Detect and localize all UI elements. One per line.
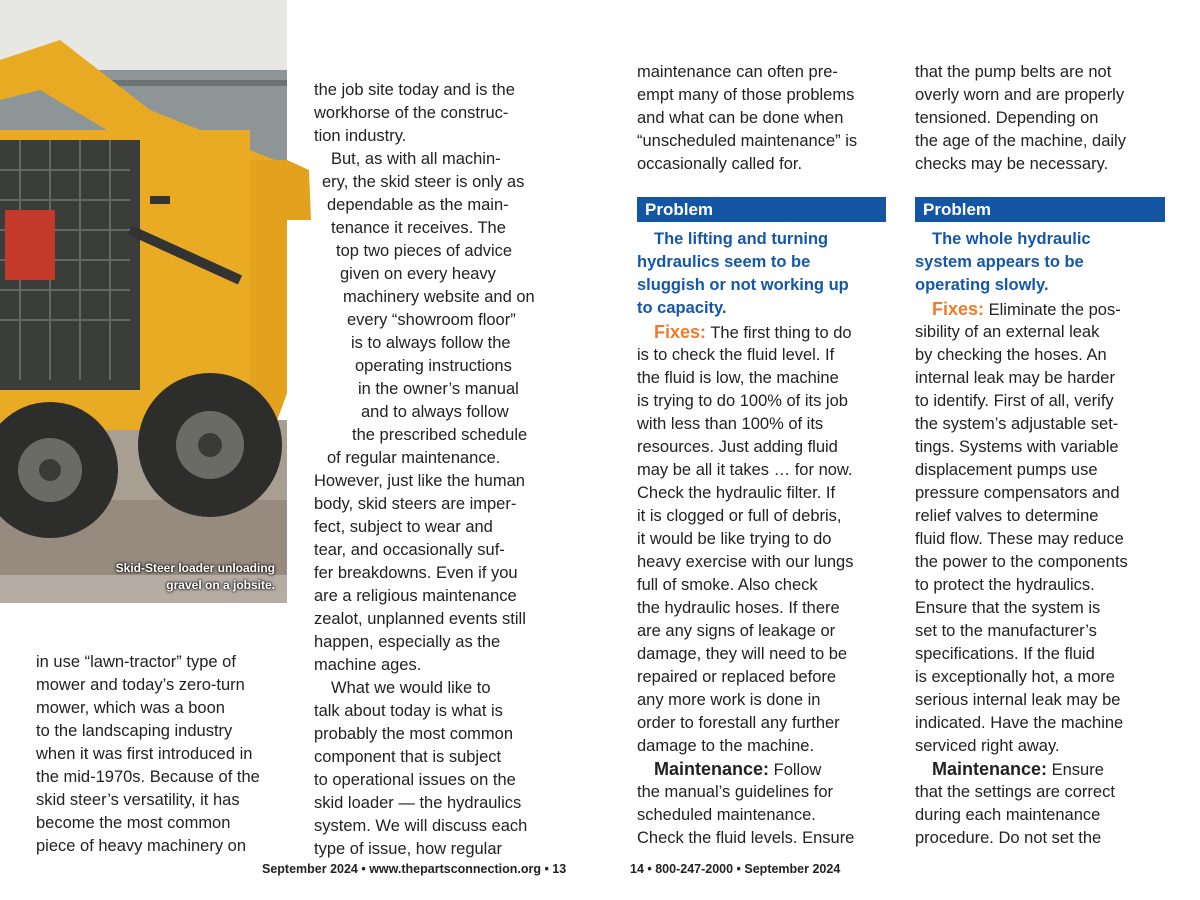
body-text-line: set to the manufacturer’s bbox=[915, 622, 1097, 640]
fixes-first-text: The first thing to do bbox=[710, 324, 852, 342]
body-text-line: become the most common bbox=[36, 814, 231, 832]
body-text-line: order to forestall any further bbox=[637, 714, 840, 732]
body-text-line: serviced right away. bbox=[915, 737, 1060, 755]
body-text-line: the age of the machine, daily bbox=[915, 132, 1126, 150]
body-text-line: any more work is done in bbox=[637, 691, 821, 709]
body-text-line: skid loader — the hydraulics bbox=[314, 794, 522, 812]
body-text-line: with less than 100% of its bbox=[637, 415, 824, 433]
body-text-line: the manual’s guidelines for bbox=[637, 783, 833, 801]
skid-steer-photo bbox=[0, 0, 287, 603]
body-text-line: displacement pumps use bbox=[915, 461, 1098, 479]
body-text-line: tenance it receives. The bbox=[331, 219, 506, 237]
body-text-line: every “showroom floor” bbox=[347, 311, 516, 329]
body-text-line: relief valves to determine bbox=[915, 507, 1099, 525]
body-text-line: and to always follow bbox=[361, 403, 509, 421]
body-text-line: component that is subject bbox=[314, 748, 502, 766]
body-text-line: scheduled maintenance. bbox=[637, 806, 816, 824]
problem-title-line: The lifting and turning bbox=[654, 230, 829, 248]
body-text-line: of regular maintenance. bbox=[327, 449, 501, 467]
fixes-label: Fixes: bbox=[654, 322, 707, 342]
body-text-line: machine ages. bbox=[314, 656, 422, 674]
body-text-line: is to check the fluid level. If bbox=[637, 346, 835, 364]
body-text-line: to operational issues on the bbox=[314, 771, 516, 789]
body-text-line: occasionally called for. bbox=[637, 155, 803, 173]
body-text-line: to identify. First of all, verify bbox=[915, 392, 1114, 410]
body-text-line: operating instructions bbox=[355, 357, 512, 375]
body-text-line: heavy exercise with our lungs bbox=[637, 553, 854, 571]
photo-caption-line1: Skid-Steer loader unloading bbox=[115, 561, 275, 575]
body-text-line: empt many of those problems bbox=[637, 86, 855, 104]
footer-left-page: September 2024 • www.thepartsconnection.org • 13 bbox=[262, 862, 567, 876]
problem-heading-bar: Problem bbox=[915, 197, 1165, 222]
body-text-line: fer breakdowns. Even if you bbox=[314, 564, 518, 582]
body-text-line: type of issue, how regular bbox=[314, 840, 503, 858]
problem-title-line: hydraulics seem to be bbox=[637, 253, 811, 271]
body-text-line: probably the most common bbox=[314, 725, 514, 743]
body-text-line: repaired or replaced before bbox=[637, 668, 837, 686]
body-text-line: Check the fluid levels. Ensure bbox=[637, 829, 855, 847]
body-text-line: to the landscaping industry bbox=[36, 722, 233, 740]
body-text-line: tings. Systems with variable bbox=[915, 438, 1119, 456]
body-text-line: damage to the machine. bbox=[637, 737, 815, 755]
loader-arm-extension bbox=[287, 0, 317, 220]
body-text-line: system. We will discuss each bbox=[314, 817, 528, 835]
footer-right-page: 14 • 800-247-2000 • September 2024 bbox=[630, 862, 841, 876]
body-text-line: and what can be done when bbox=[637, 109, 844, 127]
body-text-line: overly worn and are properly bbox=[915, 86, 1125, 104]
body-text-line: serious internal leak may be bbox=[915, 691, 1121, 709]
body-text-line: internal leak may be harder bbox=[915, 369, 1115, 387]
body-text-line: skid steer’s versatility, it has bbox=[36, 791, 240, 809]
problem-title-line: to capacity. bbox=[637, 299, 727, 317]
body-text-line: However, just like the human bbox=[314, 472, 525, 490]
body-text-line: during each maintenance bbox=[915, 806, 1101, 824]
fixes-label: Fixes: bbox=[932, 299, 985, 319]
body-text-line: Check the hydraulic filter. If bbox=[637, 484, 836, 502]
body-text-line: piece of heavy machinery on bbox=[36, 837, 247, 855]
body-text-line: the system’s adjustable set- bbox=[915, 415, 1119, 433]
maintenance-first-text: Follow bbox=[773, 761, 822, 779]
body-text-line: that the pump belts are not bbox=[915, 63, 1112, 81]
body-text-line: indicated. Have the machine bbox=[915, 714, 1124, 732]
body-text-line: talk about today is what is bbox=[314, 702, 503, 720]
body-text-line: tion industry. bbox=[314, 127, 407, 145]
body-text-line: fluid flow. These may reduce bbox=[915, 530, 1124, 548]
body-text-line: that the settings are correct bbox=[915, 783, 1115, 801]
body-text-line: pressure compensators and bbox=[915, 484, 1120, 502]
body-text-line: are a religious maintenance bbox=[314, 587, 517, 605]
body-text-line: in use “lawn-tractor” type of bbox=[36, 653, 236, 671]
problem-heading-bar: Problem bbox=[637, 197, 886, 222]
body-text-line: machinery website and on bbox=[343, 288, 535, 306]
body-text-line: tensioned. Depending on bbox=[915, 109, 1099, 127]
body-text-line: is trying to do 100% of its job bbox=[637, 392, 848, 410]
body-text-line: “unscheduled maintenance” is bbox=[637, 132, 858, 150]
body-text-line: when it was first introduced in bbox=[36, 745, 253, 763]
body-text-line: it is clogged or full of debris, bbox=[637, 507, 842, 525]
problem-title-line: operating slowly. bbox=[915, 276, 1049, 294]
fixes-first-line bbox=[654, 321, 852, 345]
body-text-line: dependable as the main- bbox=[327, 196, 509, 214]
fixes-first-text: Eliminate the pos- bbox=[988, 301, 1121, 319]
body-text-line: the prescribed schedule bbox=[352, 426, 528, 444]
body-text-line: fect, subject to wear and bbox=[314, 518, 493, 536]
body-text-line: mower and today’s zero-turn bbox=[36, 676, 245, 694]
body-text-line: is exceptionally hot, a more bbox=[915, 668, 1115, 686]
body-text-line: by checking the hoses. An bbox=[915, 346, 1107, 364]
body-text-line: in the owner’s manual bbox=[358, 380, 519, 398]
body-text-line: tear, and occasionally suf- bbox=[314, 541, 505, 559]
body-text-line: full of smoke. Also check bbox=[637, 576, 818, 594]
skid-steer-illustration bbox=[0, 0, 287, 603]
problem-title-line: sluggish or not working up bbox=[637, 276, 849, 294]
body-text-line: sibility of an external leak bbox=[915, 323, 1100, 341]
body-text-line: body, skid steers are imper- bbox=[314, 495, 517, 513]
body-text-line: is to always follow the bbox=[351, 334, 511, 352]
body-text-line: But, as with all machin- bbox=[331, 150, 501, 168]
body-text-line: to protect the hydraulics. bbox=[915, 576, 1095, 594]
body-text-line: maintenance can often pre- bbox=[637, 63, 838, 81]
body-text-line: Ensure that the system is bbox=[915, 599, 1101, 617]
body-text-line: ery, the skid steer is only as bbox=[322, 173, 525, 191]
body-text-line: zealot, unplanned events still bbox=[314, 610, 526, 628]
body-text-line: it would be like trying to do bbox=[637, 530, 832, 548]
problem-title-line: system appears to be bbox=[915, 253, 1084, 271]
photo-caption-line2: gravel on a jobsite. bbox=[166, 578, 275, 592]
maintenance-first-text: Ensure bbox=[1051, 761, 1104, 779]
body-text-line: workhorse of the construc- bbox=[314, 104, 509, 122]
fixes-first-line bbox=[932, 298, 1121, 322]
body-text-line: given on every heavy bbox=[340, 265, 496, 283]
body-text-line: may be all it takes … for now. bbox=[637, 461, 853, 479]
body-text-line: the power to the components bbox=[915, 553, 1128, 571]
body-text-line: specifications. If the fluid bbox=[915, 645, 1095, 663]
body-text-line: the mid-1970s. Because of the bbox=[36, 768, 260, 786]
body-text-line: procedure. Do not set the bbox=[915, 829, 1102, 847]
body-text-line: What we would like to bbox=[331, 679, 491, 697]
maintenance-label: Maintenance: bbox=[932, 759, 1048, 779]
maintenance-label: Maintenance: bbox=[654, 759, 770, 779]
maintenance-first-line bbox=[932, 758, 1104, 782]
body-text-line: mower, which was a boon bbox=[36, 699, 225, 717]
body-text-line: checks may be necessary. bbox=[915, 155, 1109, 173]
body-text-line: the job site today and is the bbox=[314, 81, 515, 99]
problem-title-line: The whole hydraulic bbox=[932, 230, 1091, 248]
body-text-line: happen, especially as the bbox=[314, 633, 501, 651]
body-text-line: the fluid is low, the machine bbox=[637, 369, 839, 387]
body-text-line: are any signs of leakage or bbox=[637, 622, 836, 640]
body-text-line: resources. Just adding fluid bbox=[637, 438, 838, 456]
maintenance-first-line bbox=[654, 758, 821, 782]
body-text-line: the hydraulic hoses. If there bbox=[637, 599, 840, 617]
body-text-line: damage, they will need to be bbox=[637, 645, 848, 663]
body-text-line: top two pieces of advice bbox=[336, 242, 513, 260]
